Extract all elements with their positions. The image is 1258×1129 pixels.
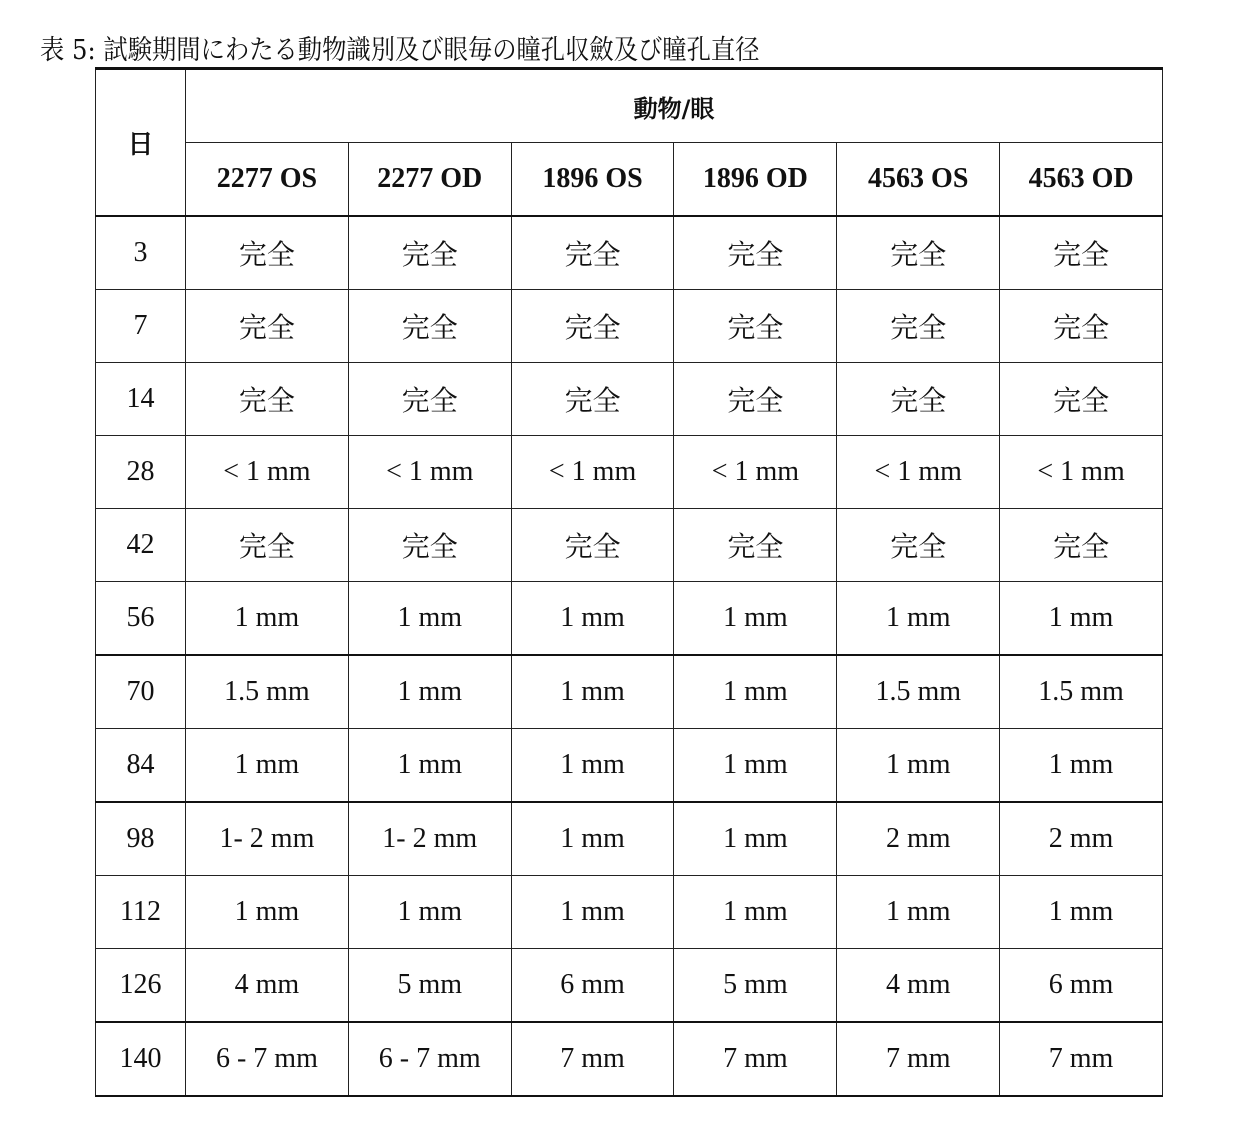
table-row [96,729,1163,803]
value-cell: 5 mm [348,949,511,1023]
value-cell: 1 mm [674,876,837,949]
pupil-data-table [95,67,1163,1097]
table-row [96,802,1163,876]
value-cell: 1 mm [1000,582,1163,656]
day-cell: 84 [96,729,186,803]
value-cell: 完全 [186,216,349,290]
day-cell: 140 [96,1022,186,1096]
table-row [96,436,1163,509]
value-cell: 1 mm [186,582,349,656]
value-cell: 7 mm [674,1022,837,1096]
value-cell: 5 mm [674,949,837,1023]
day-cell: 14 [96,363,186,436]
value-cell: 1 mm [348,582,511,656]
value-cell: 1 mm [1000,729,1163,803]
value-cell: 完全 [1000,290,1163,363]
value-cell: 1 mm [348,729,511,803]
day-column-header: 日 [96,69,186,217]
value-cell: 7 mm [837,1022,1000,1096]
value-cell: 1 mm [837,729,1000,803]
value-cell: 完全 [1000,216,1163,290]
value-cell: 7 mm [1000,1022,1163,1096]
value-cell: 完全 [511,216,674,290]
day-cell: 126 [96,949,186,1023]
value-cell: 1 mm [511,655,674,729]
value-cell: 完全 [837,216,1000,290]
value-cell: 完全 [186,290,349,363]
day-cell: 56 [96,582,186,656]
value-cell: 1.5 mm [186,655,349,729]
value-cell: 6 - 7 mm [186,1022,349,1096]
value-cell: 完全 [348,363,511,436]
day-cell: 112 [96,876,186,949]
value-cell: 完全 [1000,363,1163,436]
value-cell: 完全 [348,509,511,582]
day-cell: 3 [96,216,186,290]
value-cell: 1.5 mm [837,655,1000,729]
day-cell: 7 [96,290,186,363]
table-row [96,1022,1163,1096]
column-header: 2277 OD [348,143,511,217]
value-cell: 完全 [511,363,674,436]
value-cell: 完全 [837,509,1000,582]
table-row [96,949,1163,1023]
value-cell: 完全 [837,363,1000,436]
value-cell: 1 mm [837,876,1000,949]
value-cell: 1 mm [348,876,511,949]
day-cell: 70 [96,655,186,729]
value-cell: 1 mm [511,802,674,876]
value-cell: 1 mm [348,655,511,729]
column-header: 4563 OD [1000,143,1163,217]
table-body [96,216,1163,1096]
value-cell: 完全 [511,290,674,363]
value-cell: 完全 [186,363,349,436]
table-row [96,876,1163,949]
value-cell: 1 mm [511,876,674,949]
value-cell: 1 mm [674,655,837,729]
value-cell: 1.5 mm [1000,655,1163,729]
value-cell: < 1 mm [1000,436,1163,509]
value-cell: 1- 2 mm [186,802,349,876]
column-header: 4563 OS [837,143,1000,217]
value-cell: 4 mm [837,949,1000,1023]
value-cell: 完全 [511,509,674,582]
value-cell: 1- 2 mm [348,802,511,876]
value-cell: 6 - 7 mm [348,1022,511,1096]
header-row-group [96,69,1163,143]
day-cell: 28 [96,436,186,509]
value-cell: 完全 [348,290,511,363]
table-row [96,290,1163,363]
value-cell: 完全 [837,290,1000,363]
table-row [96,655,1163,729]
value-cell: 6 mm [1000,949,1163,1023]
value-cell: 4 mm [186,949,349,1023]
value-cell: 1 mm [1000,876,1163,949]
table-caption: 表 5: 試験期間にわたる動物識別及び眼毎の瞳孔収斂及び瞳孔直径 [40,35,760,66]
value-cell: 完全 [674,509,837,582]
value-cell: 1 mm [837,582,1000,656]
value-cell: < 1 mm [837,436,1000,509]
table-row [96,363,1163,436]
table-row [96,582,1163,656]
value-cell: 1 mm [674,582,837,656]
value-cell: 1 mm [674,802,837,876]
value-cell: 1 mm [186,729,349,803]
value-cell: 1 mm [511,729,674,803]
value-cell: 完全 [674,290,837,363]
value-cell: 1 mm [186,876,349,949]
value-cell: 2 mm [837,802,1000,876]
value-cell: 完全 [1000,509,1163,582]
value-cell: 7 mm [511,1022,674,1096]
day-cell: 98 [96,802,186,876]
animal-eye-group-header: 動物/眼 [186,69,1163,143]
value-cell: 完全 [674,216,837,290]
value-cell: < 1 mm [186,436,349,509]
value-cell: < 1 mm [511,436,674,509]
value-cell: 1 mm [674,729,837,803]
value-cell: 2 mm [1000,802,1163,876]
column-header: 1896 OD [674,143,837,217]
column-header: 2277 OS [186,143,349,217]
value-cell: < 1 mm [348,436,511,509]
header-row-columns [96,143,1163,217]
day-cell: 42 [96,509,186,582]
value-cell: < 1 mm [674,436,837,509]
table-row [96,509,1163,582]
value-cell: 1 mm [511,582,674,656]
value-cell: 6 mm [511,949,674,1023]
value-cell: 完全 [348,216,511,290]
table-row [96,216,1163,290]
column-header: 1896 OS [511,143,674,217]
value-cell: 完全 [186,509,349,582]
value-cell: 完全 [674,363,837,436]
